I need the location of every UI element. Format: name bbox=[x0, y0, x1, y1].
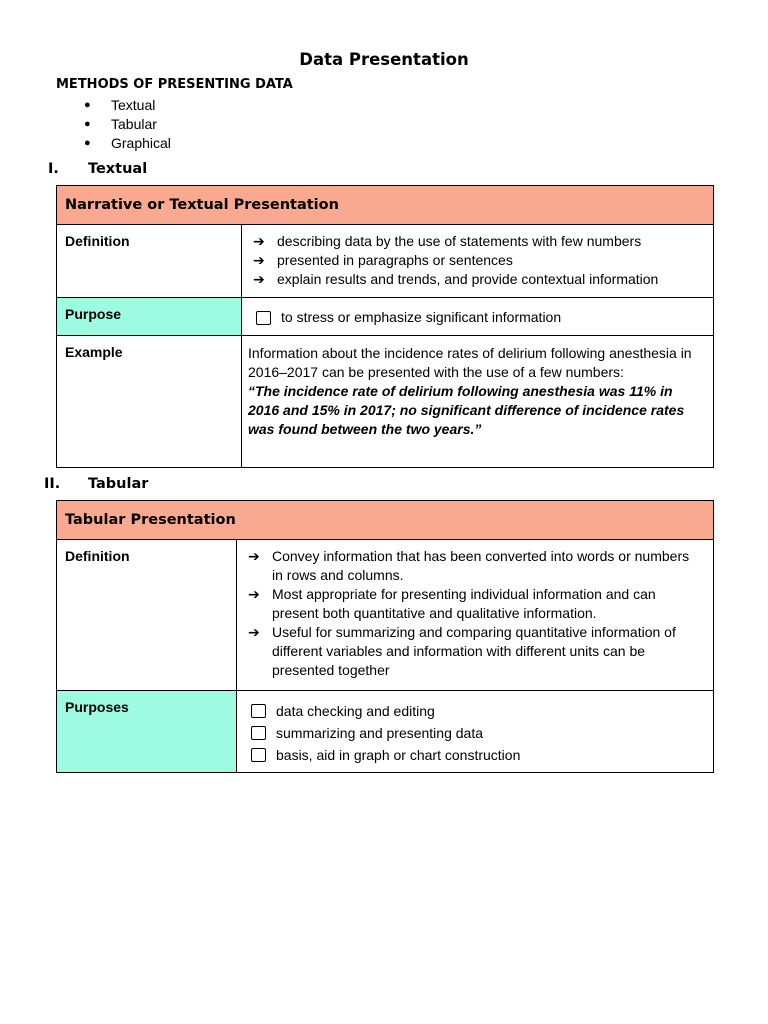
section-title: Tabular bbox=[88, 476, 149, 492]
checkbox-item bbox=[256, 308, 713, 327]
section-title: Textual bbox=[88, 161, 148, 177]
tabular-table bbox=[56, 500, 714, 773]
section-number: I. bbox=[48, 161, 59, 177]
table-header: Narrative or Textual Presentation bbox=[57, 186, 714, 225]
checkbox-item bbox=[251, 722, 713, 744]
purpose-cell bbox=[242, 298, 714, 336]
list-item-label: Graphical bbox=[111, 135, 171, 151]
bullet-icon: ● bbox=[84, 99, 91, 111]
arrow-icon: ➔ bbox=[253, 252, 265, 268]
checkbox-label: to stress or emphasize significant information bbox=[281, 309, 562, 325]
definition-label: Definition bbox=[57, 540, 237, 691]
example-label: Example bbox=[57, 336, 242, 468]
list-item bbox=[253, 270, 713, 289]
list-item bbox=[84, 134, 171, 153]
list-item-text: Useful for summarizing and comparing quantitative information of different variables and information with different units can be presented together bbox=[272, 624, 676, 678]
section-heading-tabular bbox=[44, 476, 148, 492]
arrow-icon: ➔ bbox=[253, 233, 265, 249]
textual-table bbox=[56, 185, 714, 468]
checkbox[interactable] bbox=[251, 748, 266, 762]
list-item bbox=[248, 623, 703, 680]
checkbox[interactable] bbox=[251, 704, 266, 718]
list-item-text: describing data by the use of statements with few numbers bbox=[277, 233, 642, 249]
example-quote: “The incidence rate of delirium following anesthesia was 11% in 2016 and 15% in 2017; no significant difference of incidence rates was found between the two years.” bbox=[248, 383, 685, 437]
purposes-cell bbox=[237, 691, 714, 773]
definition-label: Definition bbox=[57, 225, 242, 298]
methods-list bbox=[84, 96, 171, 153]
purposes-label: Purposes bbox=[57, 691, 237, 773]
checkbox[interactable] bbox=[251, 726, 266, 740]
arrow-icon: ➔ bbox=[248, 624, 260, 640]
list-item-text: Most appropriate for presenting individual information and can present both quantitative and qualitative information. bbox=[272, 586, 656, 621]
definition-cell bbox=[237, 540, 714, 691]
methods-heading: METHODS OF PRESENTING DATA bbox=[56, 77, 293, 92]
example-cell bbox=[242, 336, 714, 468]
table-header: Tabular Presentation bbox=[57, 501, 714, 540]
list-item-text: presented in paragraphs or sentences bbox=[277, 252, 513, 268]
list-item bbox=[248, 585, 703, 623]
example-text: Information about the incidence rates of delirium following anesthesia in 2016–2017 can be presented with the use of a few numbers: bbox=[248, 345, 692, 380]
list-item bbox=[248, 547, 703, 585]
checkbox-label: basis, aid in graph or chart construction bbox=[276, 746, 521, 763]
arrow-icon: ➔ bbox=[253, 271, 265, 287]
list-item bbox=[84, 96, 171, 115]
section-number: II. bbox=[44, 476, 61, 492]
arrow-icon: ➔ bbox=[248, 586, 260, 602]
definition-cell bbox=[242, 225, 714, 298]
list-item-label: Tabular bbox=[111, 116, 157, 132]
arrow-icon: ➔ bbox=[248, 548, 260, 564]
list-item bbox=[253, 232, 713, 251]
list-item-label: Textual bbox=[111, 97, 156, 113]
checkbox-label: data checking and editing bbox=[276, 702, 435, 719]
purpose-label: Purpose bbox=[57, 298, 242, 336]
list-item bbox=[84, 115, 171, 134]
checkbox-item bbox=[251, 700, 713, 722]
bullet-icon: ● bbox=[84, 137, 91, 149]
list-item-text: Convey information that has been converted into words or numbers in rows and columns. bbox=[272, 548, 690, 583]
checkbox-item bbox=[251, 744, 713, 766]
section-heading-textual bbox=[48, 161, 147, 177]
list-item-text: explain results and trends, and provide contextual information bbox=[277, 271, 659, 287]
page-title: Data Presentation bbox=[299, 50, 469, 69]
checkbox[interactable] bbox=[256, 311, 271, 325]
list-item bbox=[253, 251, 713, 270]
bullet-icon: ● bbox=[84, 118, 91, 130]
checkbox-label: summarizing and presenting data bbox=[276, 724, 484, 741]
